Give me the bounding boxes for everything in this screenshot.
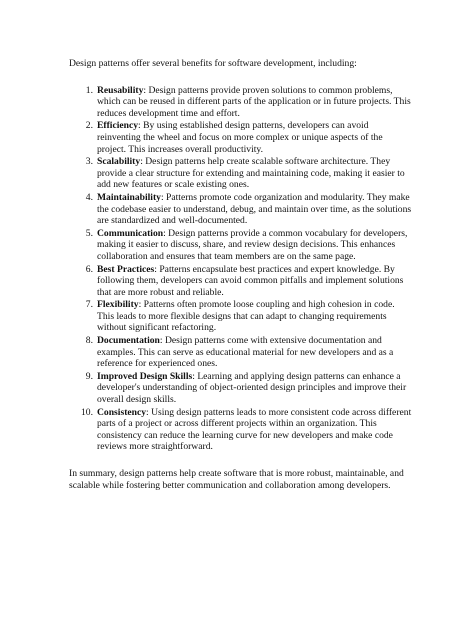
list-item [69, 264, 413, 299]
list-item-term: Flexibility [97, 299, 139, 311]
list-item-number: 9. [85, 370, 93, 382]
list-item [69, 156, 413, 191]
list-item-term: Efficiency [97, 120, 139, 132]
list-item-term: Improved Design Skills [97, 370, 193, 382]
list-item-number: 10. [81, 406, 93, 418]
benefits-list [69, 85, 413, 453]
list-item-text: : Design patterns provide a common vocabulary for developers, making it easier to discuss, share, and review design decisions. This enhances collaboration and ensures that team members are on the same page. [97, 227, 408, 262]
list-item-number: 7. [85, 299, 93, 311]
list-item-term: Maintainability [97, 191, 161, 203]
list-item-term: Scalability [97, 156, 141, 168]
list-item-term: Best Practices [97, 263, 155, 275]
list-item-number: 2. [85, 120, 93, 132]
list-item [69, 371, 413, 406]
list-item-term: Communication [97, 227, 164, 239]
list-item-number: 6. [85, 263, 93, 275]
list-item-number: 4. [85, 191, 93, 203]
list-item-number: 1. [85, 84, 93, 96]
list-item [69, 299, 413, 334]
list-item [69, 228, 413, 263]
list-item-number: 8. [85, 335, 93, 347]
list-item-term: Consistency [97, 406, 147, 418]
list-item [69, 85, 413, 120]
list-item-text: : Patterns encapsulate best practices and expert knowledge. By following them, developers can avoid common pitfalls and implement solutions that are more robust and reliable. [97, 263, 404, 298]
list-item-text: : Using design patterns leads to more consistent code across different parts of a project or across different projects within an organization. This consistency can reduce the learning curve for new developers and make code reviews more straightforward. [97, 406, 412, 453]
list-item [69, 120, 413, 155]
list-item-text: : Patterns often promote loose coupling and high cohesion in code. This leads to more flexible designs that can adapt to changing requirements without significant refactoring. [97, 299, 395, 334]
list-item [69, 407, 413, 453]
list-item-term: Documentation [97, 335, 160, 347]
list-item [69, 192, 413, 227]
list-item-text: : Patterns promote code organization and modularity. They make the codebase easier to understand, debug, and maintain over time, as the solutions are standardized and well-documented. [97, 191, 412, 227]
list-item-number: 5. [85, 227, 93, 239]
intro-paragraph: Design patterns offer several benefits for software development, including: [69, 58, 357, 69]
list-item-text: : Design patterns come with extensive documentation and examples. This can serve as educational material for new developers and as a reference for experienced ones. [97, 335, 394, 370]
list-item-number: 3. [85, 156, 93, 168]
list-item [69, 335, 413, 370]
summary-paragraph: In summary, design patterns help create software that is more robust, maintainable, and scalable while fostering better communication and collaboration among developers. [69, 468, 404, 491]
list-item-text: : Learning and applying design patterns can enhance a developer's understanding of object-oriented design principles and improve their overall design skills. [97, 370, 407, 406]
document-page [69, 58, 413, 491]
list-item-text: : By using established design patterns, developers can avoid reinventing the wheel and focus on more complex or unique aspects of the project. This increases overall productivity. [97, 120, 383, 155]
list-item-text: : Design patterns provide proven solutions to common problems, which can be reused in different parts of the application or in future projects. This reduces development time and effort. [97, 84, 411, 119]
list-item-text: : Design patterns help create scalable software architecture. They provide a clear structure for extending and maintaining code, making it easier to add new features or scale existing ones. [97, 156, 405, 191]
list-item-term: Reusability [97, 84, 144, 96]
